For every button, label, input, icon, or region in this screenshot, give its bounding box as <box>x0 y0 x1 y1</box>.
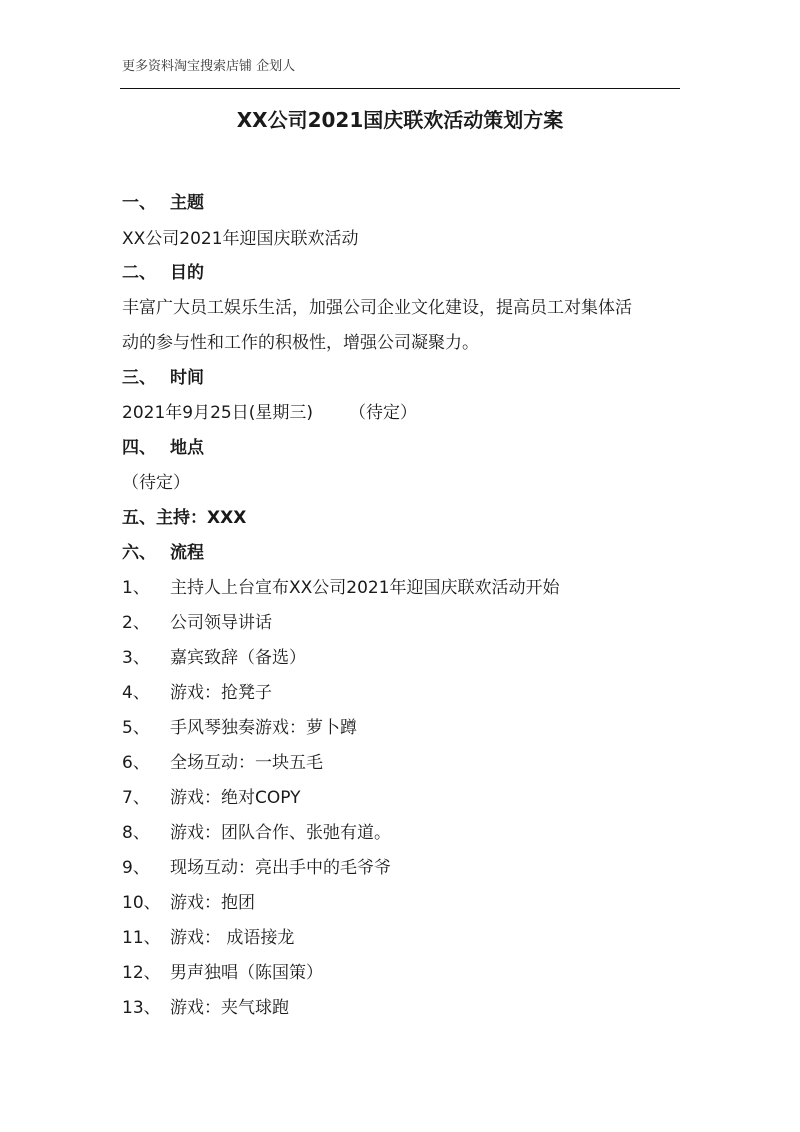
event-date: 2021年9月25日(星期三) <box>122 403 313 423</box>
section-number: 一、 <box>122 193 156 213</box>
list-item-text: 手风琴独奏游戏：萝卜蹲 <box>170 718 357 738</box>
list-item-text: 男声独唱（陈国策） <box>170 963 323 983</box>
section-heading-theme <box>122 192 204 214</box>
section-heading-place <box>122 437 204 459</box>
section-title: 主题 <box>170 193 204 213</box>
place-text: （待定） <box>122 473 190 493</box>
list-item <box>122 577 560 599</box>
list-item-number: 5、 <box>122 718 150 738</box>
list-item-number: 8、 <box>122 823 150 843</box>
section-title: 时间 <box>170 368 204 388</box>
section-heading-time <box>122 367 204 389</box>
list-item <box>122 612 272 634</box>
section-heading-host: 五、主持：XXX <box>122 508 247 528</box>
list-item <box>122 717 357 739</box>
section-heading-purpose <box>122 262 204 284</box>
section-heading-process <box>122 542 204 564</box>
header-note: 更多资料淘宝搜索店铺 企划人 <box>122 59 296 74</box>
list-item-number: 4、 <box>122 683 150 703</box>
list-item <box>122 857 391 879</box>
list-item-text: 游戏：绝对COPY <box>170 788 301 808</box>
document-title: XX公司2021国庆联欢活动策划方案 <box>236 108 564 132</box>
list-item-number: 1、 <box>122 578 150 598</box>
list-item-number: 13、 <box>122 998 161 1018</box>
purpose-text-line-2: 动的参与性和工作的积极性，增强公司凝聚力。 <box>122 333 479 353</box>
list-item-text: 主持人上台宣布XX公司2021年迎国庆联欢活动开始 <box>170 578 560 598</box>
list-item-text: 游戏： 成语接龙 <box>170 928 295 948</box>
list-item-number: 2、 <box>122 613 150 633</box>
section-number: 二、 <box>122 263 156 283</box>
list-item-number: 10、 <box>122 893 161 913</box>
list-item-text: 游戏：抢凳子 <box>170 683 272 703</box>
list-item <box>122 997 289 1019</box>
list-item-text: 现场互动：亮出手中的毛爷爷 <box>170 858 391 878</box>
list-item <box>122 752 323 774</box>
purpose-text-line-1: 丰富广大员工娱乐生活，加强公司企业文化建设，提高员工对集体活 <box>122 298 632 318</box>
list-item-number: 3、 <box>122 648 150 668</box>
list-item-text: 游戏：团队合作、张弛有道。 <box>170 823 391 843</box>
header-divider <box>120 88 680 89</box>
list-item-number: 9、 <box>122 858 150 878</box>
list-item <box>122 822 391 844</box>
list-item <box>122 927 294 949</box>
list-item <box>122 787 301 809</box>
list-item-text: 游戏：夹气球跑 <box>170 998 289 1018</box>
list-item <box>122 682 272 704</box>
list-item <box>122 892 255 914</box>
list-item-text: 公司领导讲话 <box>170 613 272 633</box>
list-item-number: 12、 <box>122 963 161 983</box>
section-title: 地点 <box>170 438 204 458</box>
list-item <box>122 647 306 669</box>
section-number: 六、 <box>122 543 156 563</box>
list-item-number: 6、 <box>122 753 150 773</box>
section-number: 四、 <box>122 438 156 458</box>
list-item-text: 嘉宾致辞（备选） <box>170 648 306 668</box>
list-item-text: 全场互动：一块五毛 <box>170 753 323 773</box>
list-item-text: 游戏：抱团 <box>170 893 255 913</box>
list-item <box>122 962 323 984</box>
section-title: 目的 <box>170 263 204 283</box>
list-item-number: 11、 <box>122 928 161 948</box>
theme-text: XX公司2021年迎国庆联欢活动 <box>122 229 359 249</box>
time-note: （待定） <box>348 403 417 423</box>
section-title: 流程 <box>170 543 204 563</box>
time-text <box>122 402 417 424</box>
list-item-number: 7、 <box>122 788 150 808</box>
section-number: 三、 <box>122 368 156 388</box>
